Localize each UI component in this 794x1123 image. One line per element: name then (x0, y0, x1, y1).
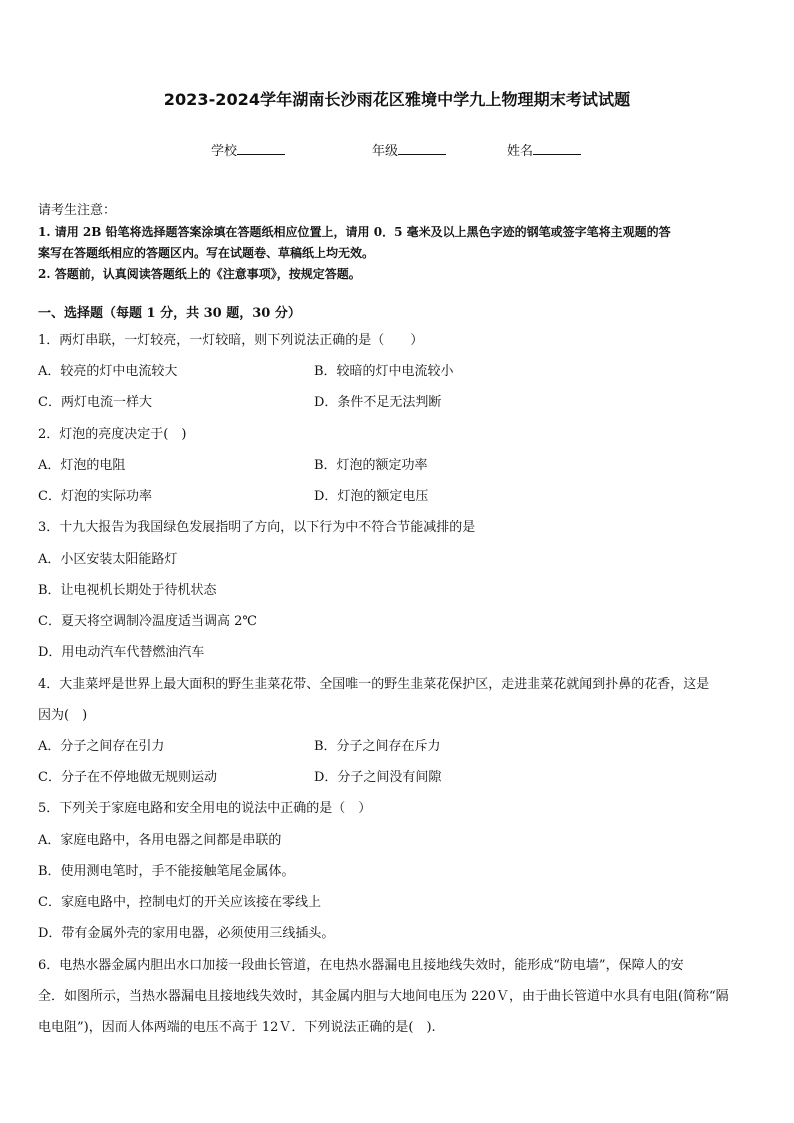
school-field (211, 140, 285, 159)
q2-stem: 2．灯泡的亮度决定于( ) (38, 427, 187, 442)
q3-stem: 3．十九大报告为我国绿色发展指明了方向，以下行为中不符合节能减排的是 (38, 520, 476, 535)
notice-heading: 请考生注意： (38, 203, 117, 218)
section-heading: 一、选择题（每题 1 分，共 30 题，30 分） (38, 306, 301, 321)
q2-option-d: D．灯泡的额定电压 (314, 489, 429, 504)
q6-stem-line-1: 6．电热水器金属内胆出水口加接一段曲长管道，在电热水器漏电且接地线失效时，能形成“防电墙”，保障人的安 (38, 958, 684, 973)
q4-option-d: D．分子之间没有间隙 (314, 770, 442, 785)
name-field (507, 140, 581, 159)
q5-option-c: C．家庭电路中，控制电灯的开关应该接在零线上 (38, 895, 321, 910)
q5-option-b: B．使用测电笔时，手不能接触笔尾金属体。 (38, 864, 295, 879)
q1-option-c: C．两灯电流一样大 (38, 395, 152, 410)
q1-option-a: A．较亮的灯中电流较大 (38, 364, 178, 379)
name-label: 姓名 (507, 144, 534, 159)
q2-option-a: A．灯泡的电阻 (38, 458, 126, 473)
notice-line-2: 案写在答题纸相应的答题区内。写在试题卷、草稿纸上均无效。 (38, 246, 375, 260)
q2-option-b: B．灯泡的额定功率 (314, 458, 428, 473)
grade-blank (398, 142, 446, 155)
q5-stem: 5．下列关于家庭电路和安全用电的说法中正确的是（ ） (38, 801, 372, 816)
q4-option-c: C．分子在不停地做无规则运动 (38, 770, 217, 785)
q4-stem-line-2: 因为( ) (38, 708, 88, 723)
notice-line-1: 1. 请用 2B 铅笔将选择题答案涂填在答题纸相应位置上，请用 0．5 毫米及以上黑色字迹的钢笔或签字笔将主观题的答 (38, 225, 671, 239)
q5-option-d: D．带有金属外壳的家用电器，必须使用三线插头。 (38, 926, 335, 941)
q1-option-b: B．较暗的灯中电流较小 (314, 364, 454, 379)
name-blank (533, 142, 581, 155)
q6-stem-line-3: 电电阻”)，因而人体两端的电压不高于 12Ｖ．下列说法正确的是( ). (38, 1020, 436, 1035)
q3-option-b: B．让电视机长期处于待机状态 (38, 583, 217, 598)
school-blank (237, 142, 285, 155)
q3-option-a: A．小区安装太阳能路灯 (38, 552, 178, 567)
q2-option-c: C．灯泡的实际功率 (38, 489, 152, 504)
exam-title: 2023-2024学年湖南长沙雨花区雅境中学九上物理期末考试试题 (163, 90, 631, 109)
notice-line-3: 2. 答题前，认真阅读答题纸上的《注意事项》，按规定答题。 (38, 267, 361, 281)
q4-option-a: A．分子之间存在引力 (38, 739, 165, 754)
grade-field (372, 140, 446, 159)
q6-stem-line-2: 全．如图所示，当热水器漏电且接地线失效时，其金属内胆与大地间电压为 220Ｖ，由于曲长管道中水具有电阻(简称“隔 (38, 989, 729, 1004)
grade-label: 年级 (372, 144, 399, 159)
q1-stem: 1．两灯串联，一灯较亮，一灯较暗，则下列说法正确的是（ ） (38, 333, 424, 348)
q3-option-c: C．夏天将空调制冷温度适当调高 2℃ (38, 614, 257, 629)
q4-stem-line-1: 4．大韭菜坪是世界上最大面积的野生韭菜花带、全国唯一的野生韭菜花保护区，走进韭菜花就闻到扑鼻的花香，这是 (38, 677, 710, 692)
school-label: 学校 (211, 144, 238, 159)
q3-option-d: D．用电动汽车代替燃油汽车 (38, 645, 205, 660)
q5-option-a: A．家庭电路中，各用电器之间都是串联的 (38, 833, 282, 848)
q1-option-d: D．条件不足无法判断 (314, 395, 442, 410)
q4-option-b: B．分子之间存在斥力 (314, 739, 441, 754)
